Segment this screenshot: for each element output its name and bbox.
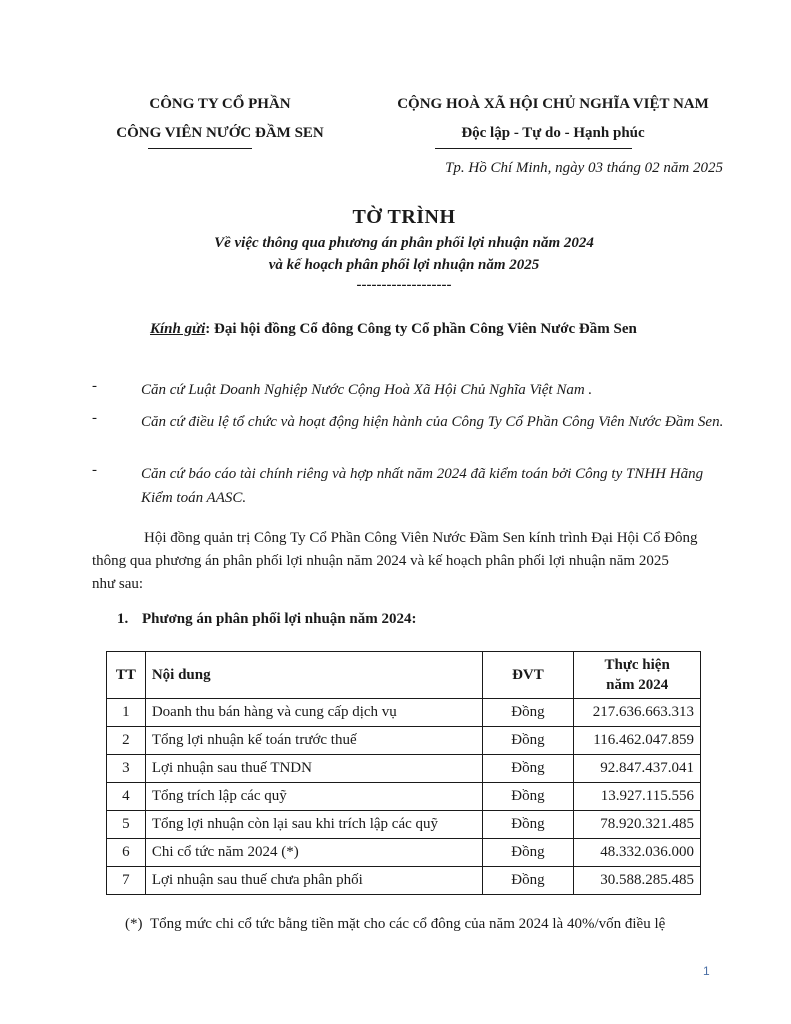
row-content: Chi cổ tức năm 2024 (*) [145, 839, 482, 867]
table-row [107, 755, 701, 783]
row-value: 92.847.437.041 [574, 755, 701, 783]
row-value: 13.927.115.556 [574, 783, 701, 811]
row-tt: 7 [107, 867, 146, 895]
company-name-line2: CÔNG VIÊN NƯỚC ĐẦM SEN [116, 125, 324, 141]
row-value: 217.636.663.313 [574, 699, 701, 727]
recipient-label: Kính gửi [150, 321, 206, 337]
basis-text-2: Căn cứ điều lệ tổ chức và hoạt động hiện hành của Công Ty Cổ Phần Công Viên Nước Đầm Sen. [141, 414, 724, 430]
row-content: Tổng lợi nhuận kế toán trước thuế [145, 727, 482, 755]
date-line: Tp. Hồ Chí Minh, ngày 03 tháng 02 năm 2025 [445, 160, 723, 176]
table-row [107, 839, 701, 867]
company-name-line1: CÔNG TY CỔ PHẦN [149, 96, 291, 112]
row-tt: 3 [107, 755, 146, 783]
header-unit: ĐVT [482, 652, 574, 699]
row-content: Doanh thu bán hàng và cung cấp dịch vụ [145, 699, 482, 727]
row-tt: 1 [107, 699, 146, 727]
table-row [107, 727, 701, 755]
row-value: 116.462.047.859 [574, 727, 701, 755]
motto-underline [435, 148, 632, 149]
basis-dash-2: - [92, 410, 97, 426]
recipient-text: Đại hội đồng Cổ đông Công ty Cổ phần Công Viên Nước Đầm Sen [210, 321, 637, 337]
document-subtitle-line1: Về việc thông qua phương án phân phối lợi nhuận năm 2024 [214, 235, 594, 251]
row-tt: 2 [107, 727, 146, 755]
row-tt: 5 [107, 811, 146, 839]
basis-text-3: Căn cứ báo cáo tài chính riêng và hợp nhất năm 2024 đã kiểm toán bởi Công ty TNHH Hãng Kiểm toán AASC. [141, 466, 704, 506]
row-unit: Đồng [482, 727, 574, 755]
section1-number: 1. [117, 611, 129, 627]
row-content: Lợi nhuận sau thuế chưa phân phối [145, 867, 482, 895]
header-value-line2: năm 2024 [606, 677, 669, 693]
row-value: 78.920.321.485 [574, 811, 701, 839]
title-separator: ------------------- [356, 277, 452, 293]
basis-dash-3: - [92, 462, 97, 478]
table-row [107, 811, 701, 839]
row-content: Tổng lợi nhuận còn lại sau khi trích lập các quỹ [145, 811, 482, 839]
header-value-line1: Thực hiện [604, 657, 670, 673]
row-tt: 6 [107, 839, 146, 867]
footnote-mark: (*) [125, 916, 143, 932]
page-number: 1 [703, 964, 710, 978]
table-row [107, 867, 701, 895]
header-value [574, 652, 701, 699]
intro-line3: như sau: [92, 576, 144, 592]
document-title: TỜ TRÌNH [352, 206, 456, 228]
row-unit: Đồng [482, 783, 574, 811]
table-row [107, 699, 701, 727]
row-unit: Đồng [482, 867, 574, 895]
profit-distribution-table [106, 651, 701, 895]
footnote-text: Tổng mức chi cổ tức bằng tiền mặt cho các cổ đông của năm 2024 là 40%/vốn điều lệ [150, 916, 666, 932]
intro-line2: thông qua phương án phân phối lợi nhuận năm 2024 và kế hoạch phân phối lợi nhuận năm 2025 [92, 553, 669, 569]
intro-line1: Hội đồng quản trị Công Ty Cổ Phần Công Viên Nước Đầm Sen kính trình Đại Hội Cổ Đông [144, 530, 698, 546]
basis-text-1: Căn cứ Luật Doanh Nghiệp Nước Cộng Hoà Xã Hội Chủ Nghĩa Việt Nam . [141, 382, 593, 398]
row-unit: Đồng [482, 699, 574, 727]
national-title: CỘNG HOÀ XÃ HỘI CHỦ NGHĨA VIỆT NAM [397, 96, 709, 112]
row-tt: 4 [107, 783, 146, 811]
row-unit: Đồng [482, 755, 574, 783]
section1-title: Phương án phân phối lợi nhuận năm 2024: [142, 611, 417, 627]
header-content: Nội dung [145, 652, 482, 699]
row-unit: Đồng [482, 811, 574, 839]
row-content: Lợi nhuận sau thuế TNDN [145, 755, 482, 783]
company-underline [148, 148, 252, 149]
basis-dash-1: - [92, 378, 97, 394]
recipient-colon: : [205, 321, 211, 337]
row-unit: Đồng [482, 839, 574, 867]
row-value: 48.332.036.000 [574, 839, 701, 867]
table-row [107, 783, 701, 811]
row-value: 30.588.285.485 [574, 867, 701, 895]
table-header-row [107, 652, 701, 699]
recipient-line [150, 321, 637, 338]
national-motto: Độc lập - Tự do - Hạnh phúc [461, 125, 645, 141]
document-subtitle-line2: và kế hoạch phân phối lợi nhuận năm 2025 [268, 257, 540, 273]
header-tt: TT [107, 652, 146, 699]
row-content: Tổng trích lập các quỹ [145, 783, 482, 811]
